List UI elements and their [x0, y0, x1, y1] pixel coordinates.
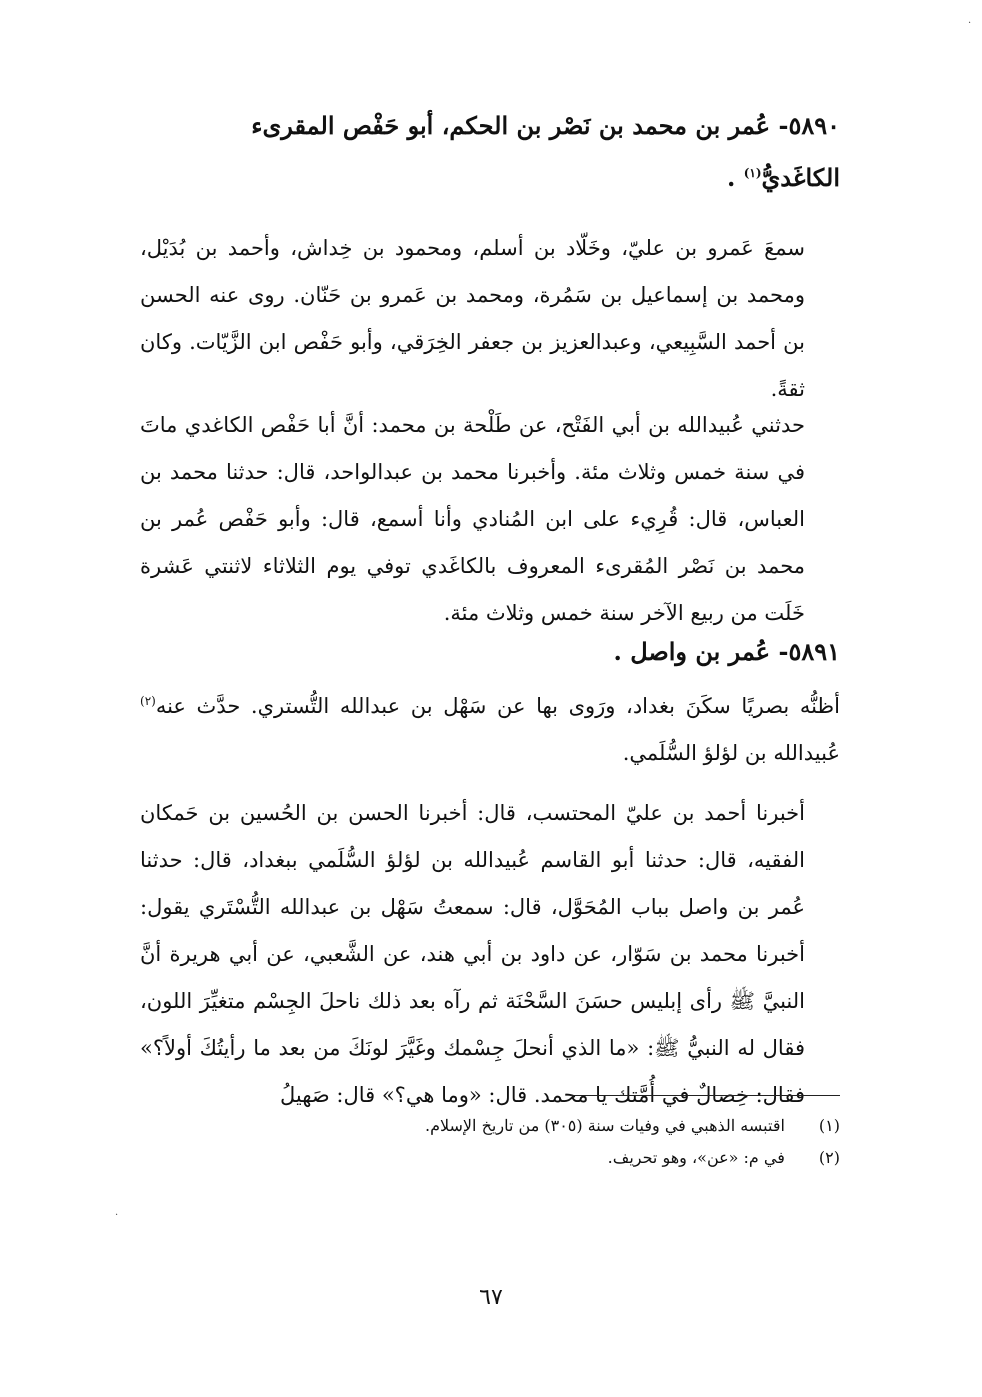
entry-5891-heading — [140, 628, 840, 675]
paragraph-text: حدثني عُبيدالله بن أبي الفَتْح، عن طَلْحة بن محمد: أنَّ أبا حَفْص الكاغدي ماتَ في سنة خمس وثلاث مئة. وأخبرنا محمد بن عبدالواحد، قال: حدثنا محمد بن العباس، قال: قُرِيء على ابن المُنادي وأنا أسمع، قال: وأبو حَفْص عُمر بن محمد بن نَصْر المُقرىء المعروف بالكاغَدي توفي يوم الثلاثاء لاثنتي عَشرة خَلَت من ربيع الآخر سنة خمس وثلاث مئة. — [140, 413, 805, 625]
entry-title: عُمر بن واصل . — [613, 637, 771, 666]
footnote-number: (١) — [818, 1116, 840, 1135]
paragraph-text: أظنُّه بصريًا سكَنَ بغداد، ورَوى بها عن سَهْل بن عبدالله التُّستري. حدَّث عنه — [155, 694, 840, 718]
paragraph-1 — [140, 225, 840, 413]
footnotes — [140, 1110, 840, 1174]
scan-speck: · — [115, 1210, 119, 1221]
footnote-number: (٢) — [818, 1148, 840, 1167]
entry-title: عُمر بن محمد بن نَصْر بن الحكم، أبو حَفْص المقرىء — [251, 111, 771, 140]
entry-title-continued: الكاغَديُّ — [761, 163, 840, 192]
footnote-text: في م: «عن»، وهو تحريف. — [607, 1148, 785, 1167]
footnote-text: اقتبسه الذهبي في وفيات سنة (٣٠٥) من تاريخ الإسلام. — [424, 1116, 785, 1135]
paragraph-text: سمعَ عَمرو بن عليّ، وخَلّاد بن أسلم، ومحمود بن خِداش، وأحمد بن بُدَيْل، ومحمد بن إسماعيل بن سَمُرة، ومحمد بن عَمرو بن حَنّان. روى عنه الحسن بن أحمد السَّبِيعي، وعبدالعزيز بن جعفر الخِرَقي، وأبو حَفْص ابن الزَّيّات. وكان ثقةً. — [140, 236, 805, 401]
entry-number: ٥٨٩٠- — [778, 111, 840, 140]
paragraph-2 — [140, 402, 840, 637]
scan-speck: · — [968, 18, 972, 29]
footnote-ref-1: (١) — [743, 166, 762, 180]
entry-title-end: . — [726, 163, 744, 192]
paragraph-text-continued: عُبيدالله بن لؤلؤ السُّلَمي. — [622, 741, 840, 765]
entry-5890-heading — [140, 100, 840, 204]
footnote-divider — [570, 1095, 840, 1096]
paragraph-3 — [140, 683, 840, 777]
paragraph-text: أخبرنا أحمد بن عليّ المحتسب، قال: أخبرنا الحسن بن الحُسين بن حَمكان الفقيه، قال: حدثنا أبو القاسم عُبيدالله بن لؤلؤ السُّلَمي ببغداد، قال: حدثنا عُمر بن واصل بباب المُحَوَّل، قال: سمعتُ سَهْل بن عبدالله التُّسْتَري يقول: أخبرنا محمد بن سَوّار، عن داود بن أبي هند، عن الشَّعبي، عن أبي هريرة أنَّ النبيَّ ﷺ رأى إبليس حسَنَ السَّحْنَة ثم رآه بعد ذلك ناحلَ الجِسْم متغيِّرَ اللون، فقال له النبيُّ ﷺ: «ما الذي أنحلَ جِسْمك وغَيَّرَ لونَكَ من بعد ما رأيتُكَ أولاً؟» فقال: خِصالٌ في أُمَّتك يا محمد. قال: «وما هي؟» قال: صَهيلُ — [140, 801, 805, 1107]
footnote-item — [140, 1110, 840, 1142]
footnote-ref-2: (٢) — [140, 694, 156, 708]
page-number: ٦٧ — [479, 1285, 503, 1310]
paragraph-4 — [140, 790, 840, 1119]
entry-number: ٥٨٩١- — [778, 637, 840, 666]
footnote-item — [140, 1142, 840, 1174]
